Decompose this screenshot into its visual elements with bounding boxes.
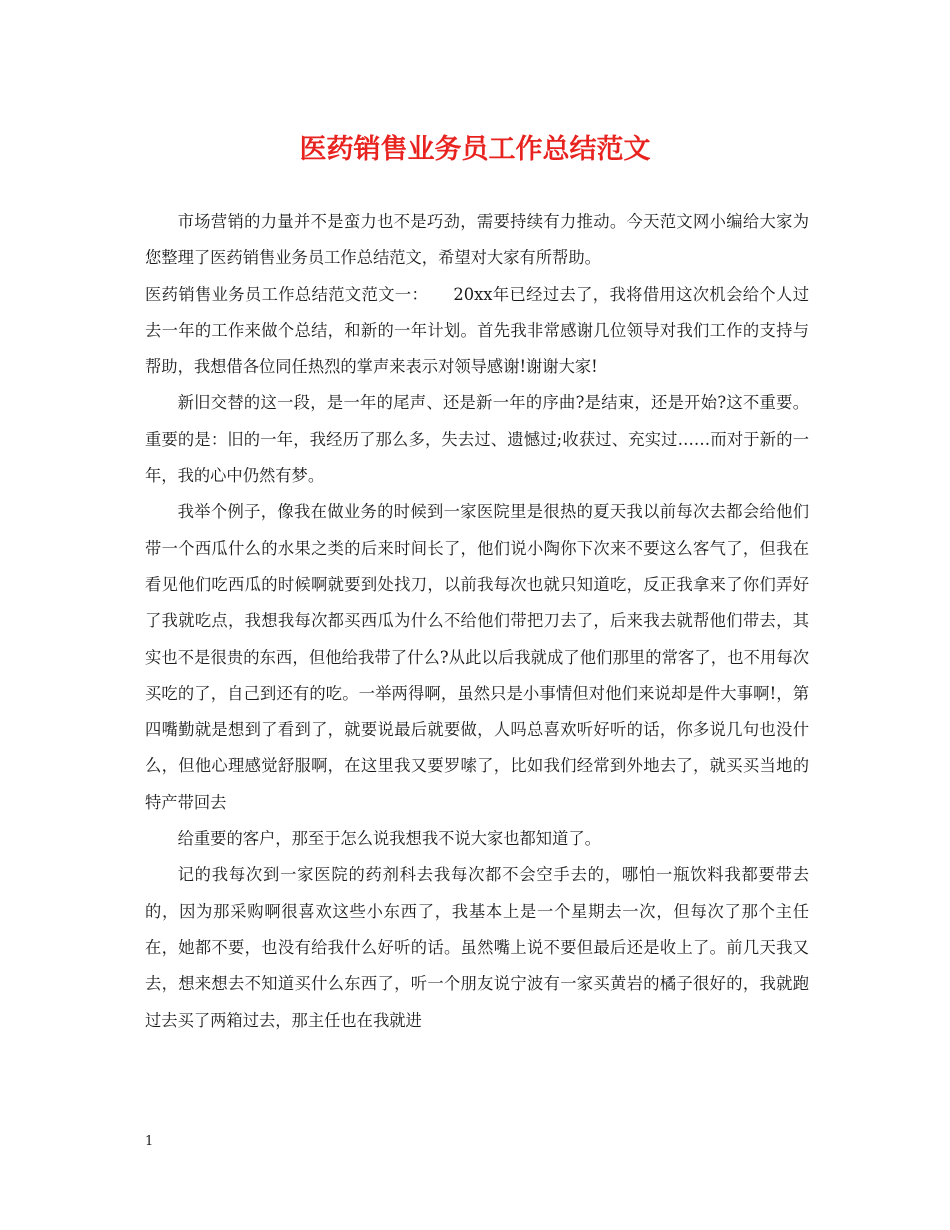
page-number: 1 <box>145 1134 154 1149</box>
paragraph-intro: 市场营销的力量并不是蛮力也不是巧劲，需要持续有力推动。今天范文网小编给大家为您整理了医药销售业务员工作总结范文，希望对大家有所帮助。 <box>145 212 809 268</box>
paragraph-sample-one: 医药销售业务员工作总结范文范文一： 20xx年已经过去了，我将借用这次机会给个人过去一年的工作来做个总结，和新的一年计划。首先我非常感谢几位领导对我们工作的支持与帮助，我想借各位同任热烈的掌声来表示对领导感谢!谢谢大家! <box>145 284 809 377</box>
paragraph-pharmacy-visits: 记的我每次到一家医院的药剂科去我每次都不会空手去的，哪怕一瓶饮料我都要带去的，因为那采购啊很喜欢这些小东西了，我基本上是一个星期去一次，但每次了那个主任在，她都不要，也没有给我什么好听的话。虽然嘴上说不要但最后还是收上了。前几天我又去，想来想去不知道买什么东西了，听一个朋友说宁波有一家买黄岩的橘子很好的，我就跑过去买了两箱过去，那主任也在我就进 <box>145 865 809 1030</box>
paragraph-new-year: 新旧交替的这一段，是一年的尾声、还是新一年的序曲?是结束，还是开始?这不重要。重要的是：旧的一年，我经历了那么多，失去过、遗憾过;收获过、充实过……而对于新的一年，我的心中仍然有梦。 <box>145 393 809 486</box>
document-title: 医药销售业务员工作总结范文 <box>299 134 651 165</box>
document-body <box>145 204 809 1039</box>
paragraph-example: 我举个例子，像我在做业务的时候到一家医院里是很热的夏天我以前每次去都会给他们带一个西瓜什么的水果之类的后来时间长了，他们说小陶你下次来不要这么客气了，但我在看见他们吃西瓜的时候啊就要到处找刀，以前我每次也就只知道吃，反正我拿来了你们弄好了我就吃点，我想我每次都买西瓜为什么不给他们带把刀去了，后来我去就帮他们带去，其实也不是很贵的东西，但他给我带了什么?从此以后我就成了他们那里的常客了，也不用每次买吃的了，自己到还有的吃。一举两得啊，虽然只是小事情但对他们来说却是件大事啊!，第四嘴勤就是想到了看到了，就要说最后就要做，人吗总喜欢听好听的话，你多说几句也没什么，但他心理感觉舒服啊，在这里我又要罗嗦了，比如我们经常到外地去了，就买买当地的特产带回去 <box>145 502 809 812</box>
paragraph-important-clients: 给重要的客户，那至于怎么说我想我不说大家也都知道了。 <box>177 829 601 849</box>
